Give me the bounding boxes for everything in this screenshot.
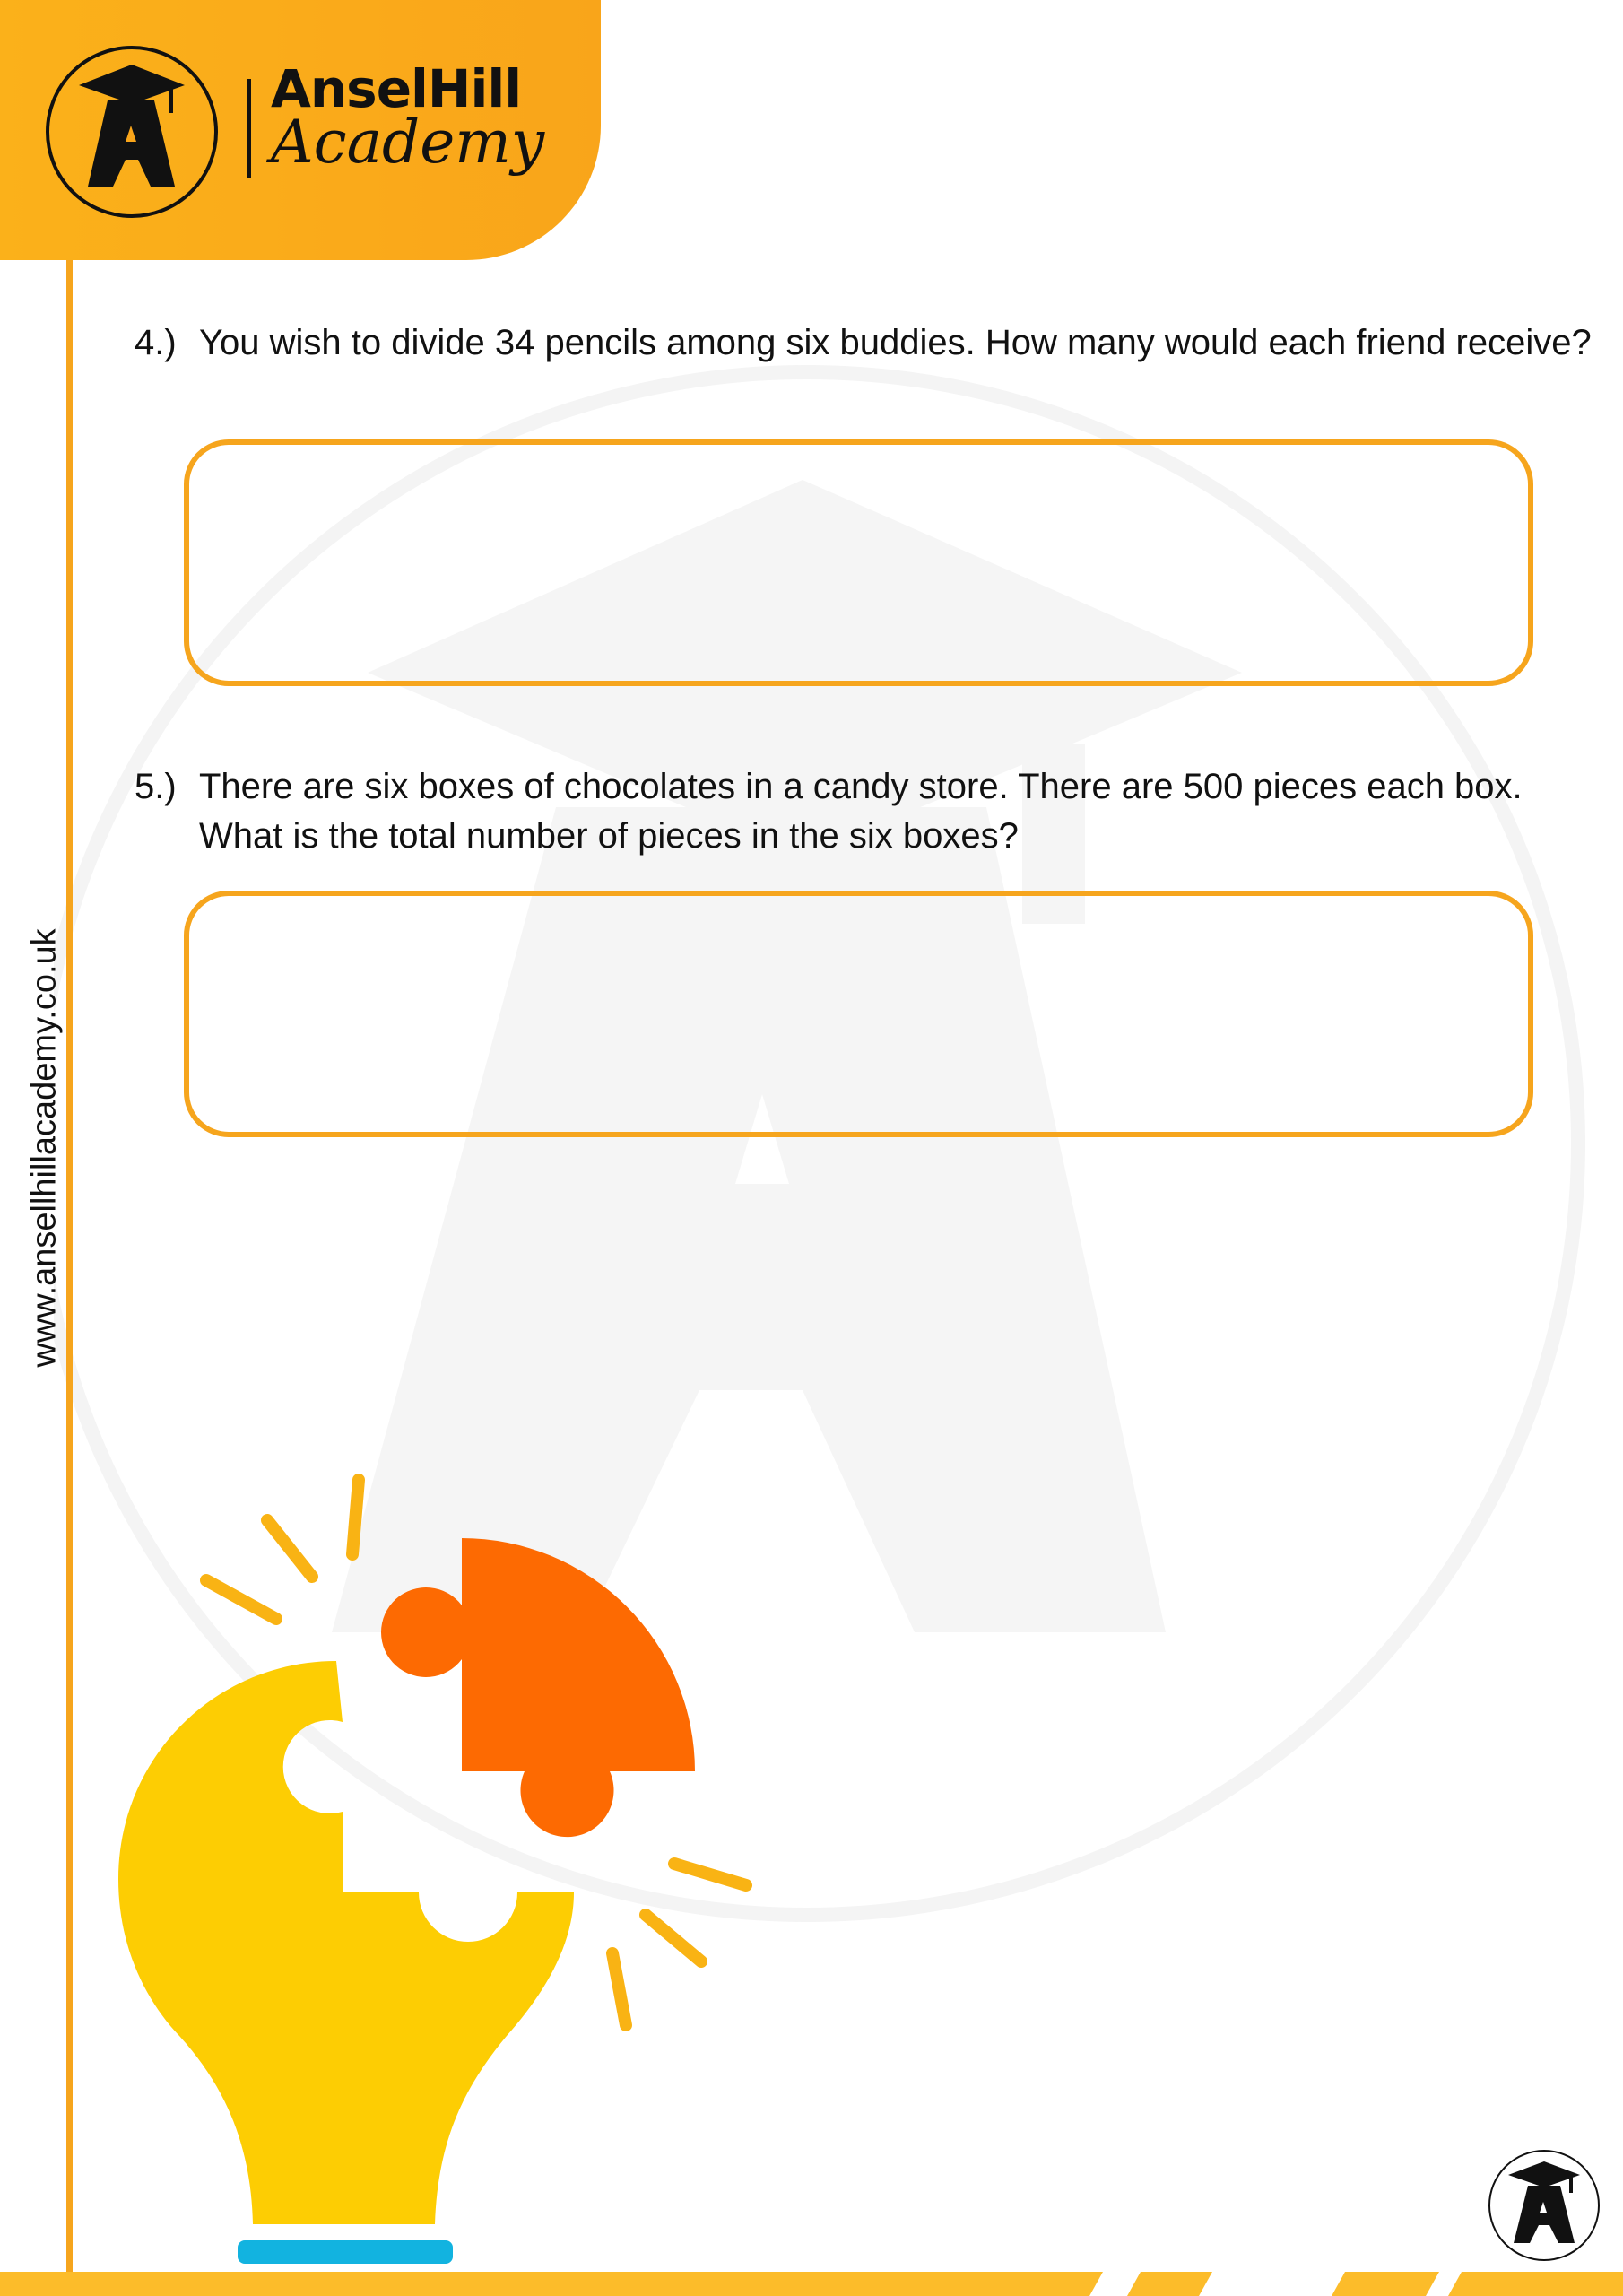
question-text: There are six boxes of chocolates in a candy store. There are 500 pieces each box. What is the total number of pieces in the six boxes?: [199, 767, 1523, 856]
question-number: 5.): [135, 767, 177, 806]
lightbulb-puzzle-icon: [108, 1462, 771, 2269]
answer-box-4[interactable]: [184, 439, 1533, 686]
side-accent-line: [66, 260, 73, 2274]
logo-divider: [247, 79, 251, 178]
footer-stripes: [1076, 2272, 1623, 2296]
graduation-tower-icon: [45, 45, 219, 219]
graduation-tower-icon: [1487, 2148, 1601, 2263]
brand-name: AnselHill: [271, 58, 522, 119]
question-number: 4.): [135, 323, 177, 362]
brand-subtitle: Academy: [271, 108, 545, 177]
question-text: You wish to divide 34 pencils among six buddies. How many would each friend receive?: [199, 323, 1592, 362]
website-url: www.ansellhillacademy.co.uk: [25, 928, 64, 1368]
header-banner: [0, 0, 601, 260]
answer-box-5[interactable]: [184, 891, 1533, 1137]
